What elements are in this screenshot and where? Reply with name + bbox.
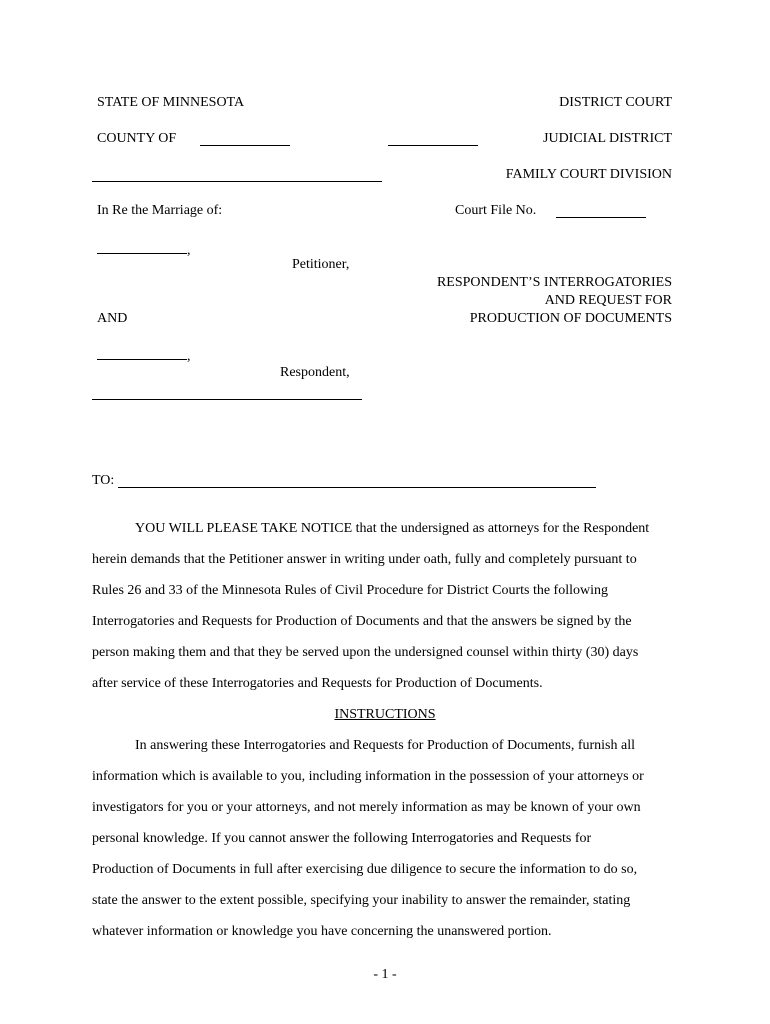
notice-line: YOU WILL PLEASE TAKE NOTICE that the undersigned as attorneys for the Respondent (135, 521, 650, 536)
notice-line: after service of these Interrogatories and Requests for Production of Documents. (92, 676, 543, 691)
county-blank[interactable] (200, 145, 290, 146)
instruction-line: whatever information or knowledge you have concerning the unanswered portion. (92, 924, 552, 939)
notice-line: Interrogatories and Requests for Production of Documents and that the answers be signed by the (92, 614, 632, 629)
district-number-blank[interactable] (388, 145, 478, 146)
petitioner-comma: , (187, 243, 191, 258)
instruction-line: In answering these Interrogatories and Requests for Production of Documents, furnish all (135, 738, 635, 753)
court-file-label: Court File No. (455, 203, 537, 218)
caption-divider-line (92, 181, 382, 182)
instructions-heading: INSTRUCTIONS (334, 707, 436, 722)
caption-bottom-line (92, 399, 362, 400)
instruction-line: state the answer to the extent possible, specifying your inability to answer the remainder, stating (92, 893, 631, 908)
title-line-2: AND REQUEST FOR (544, 293, 672, 308)
notice-line: Rules 26 and 33 of the Minnesota Rules of Civil Procedure for District Courts the following (92, 583, 608, 598)
petitioner-label: Petitioner, (292, 257, 350, 272)
notice-line: person making them and that they be served upon the undersigned counsel within thirty (30) days (92, 645, 639, 660)
instruction-line: Production of Documents in full after exercising due diligence to secure the information to do so, (92, 862, 638, 877)
to-recipient-blank[interactable] (118, 487, 596, 488)
page-number: - 1 - (373, 967, 397, 982)
county-label: COUNTY OF (97, 131, 177, 146)
instruction-line: investigators for you or your attorneys, and not merely information as may be known of your own (92, 800, 641, 815)
and-label: AND (97, 311, 128, 326)
instruction-line: information which is available to you, including information in the possession of your attorneys or (92, 769, 644, 784)
title-line-3: PRODUCTION OF DOCUMENTS (469, 311, 672, 326)
petitioner-name-blank[interactable] (97, 253, 187, 254)
notice-line: herein demands that the Petitioner answer in writing under oath, fully and completely pursuant to (92, 552, 637, 567)
court-label: DISTRICT COURT (559, 95, 672, 110)
to-label: TO: (92, 473, 115, 488)
respondent-comma: , (187, 349, 191, 364)
instruction-line: personal knowledge. If you cannot answer the following Interrogatories and Requests for (92, 831, 592, 846)
court-file-blank[interactable] (556, 217, 646, 218)
title-line-1: RESPONDENT’S INTERROGATORIES (436, 275, 672, 290)
in-re-label: In Re the Marriage of: (97, 203, 223, 218)
respondent-label: Respondent, (280, 365, 350, 380)
division-label: FAMILY COURT DIVISION (505, 167, 672, 182)
state-label: STATE OF MINNESOTA (97, 95, 245, 110)
judicial-district-label: JUDICIAL DISTRICT (543, 131, 672, 146)
respondent-name-blank[interactable] (97, 359, 187, 360)
